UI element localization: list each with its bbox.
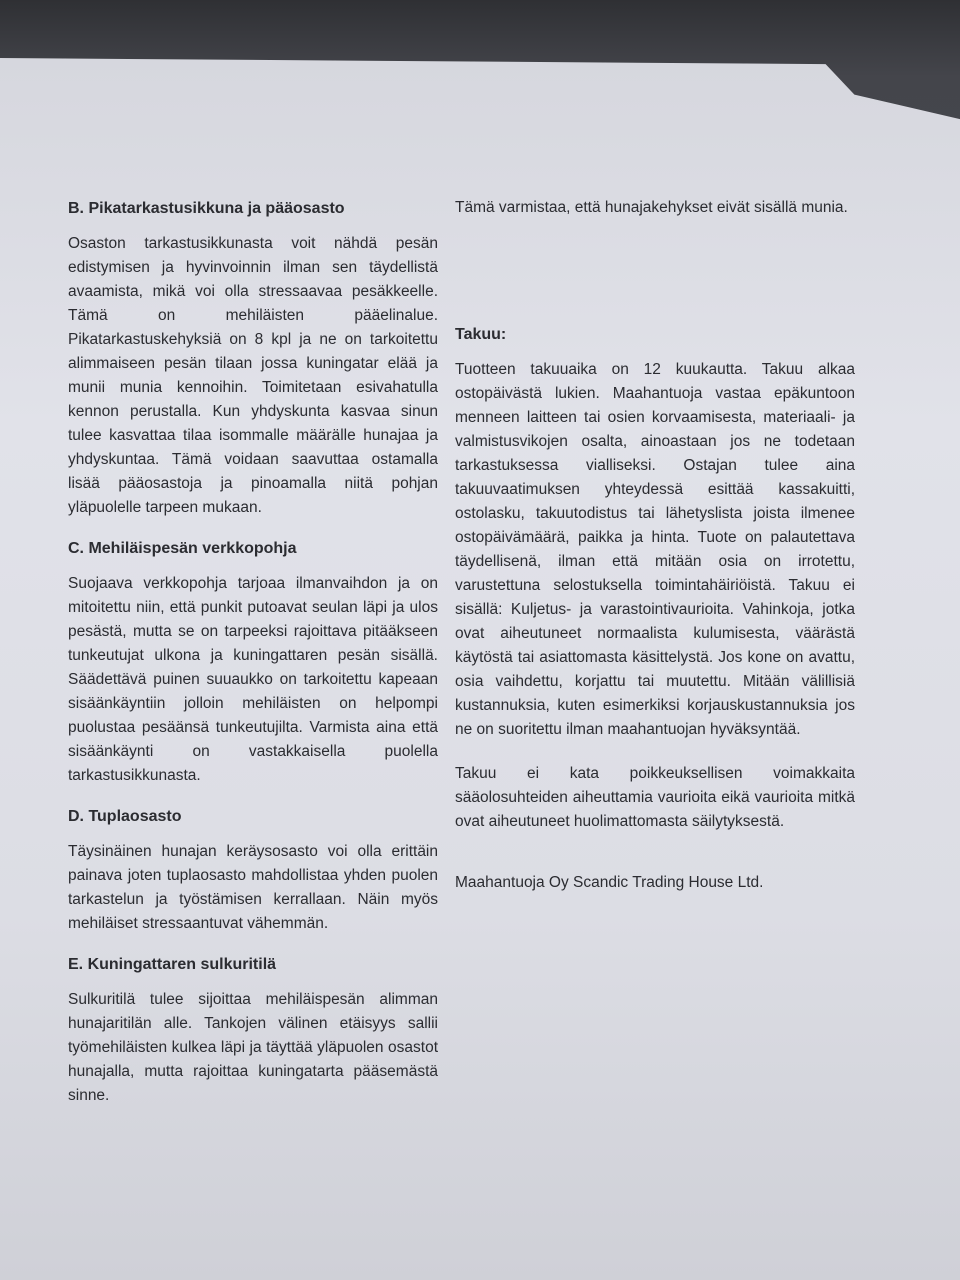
- right-column: [455, 196, 855, 892]
- warranty-heading: Takuu:: [455, 326, 507, 343]
- section-b-heading: B. Pikatarkastusikkuna ja pääosasto: [68, 200, 345, 217]
- warranty-text-1: Tuotteen takuuaika on 12 kuukautta. Takuu alkaa ostopäivästä lukien. Maahantuoja vastaa epäkuntoon menneen laitteen tai osien korvaamisesta, materiaali- ja valmistusvikojen osalta, ainoastaan jos ne todetaan tarkastuksessa vialliseksi. Ostajan tulee aina takuuvaatimuksen yhteydessä esittää kassakuitti, ostolasku, takuutodistus tai lähetyslista joista ilmenee ostopäivämäärä, paikka ja hinta. Tuote on palautettava täydellisenä, ilman että mitään osia on irrotettu, varustettuna selostuksella toimintahäiriöistä. Takuu ei sisällä: Kuljetus- ja varastointivaurioita. Vahinkoja, jotka ovat aiheutuneet normaalista kulumisesta, väärästä käytöstä tai asiattomasta käsittelystä. Jos kone on avattu, osia vaihdettu, korjattu tai muutettu. Mitään välillisiä kustannuksia, kuten esimerkiksi korjauskustannuksia jos ne on suoritettu ilman maahantuojan hyväksyntää.: [455, 361, 855, 738]
- continuation-text: Tämä varmistaa, että hunajakehykset eivät sisällä munia.: [455, 199, 848, 216]
- warranty-text-2: Takuu ei kata poikkeuksellisen voimakkaita sääolosuhteiden aiheuttamia vaurioita eikä vaurioita mitkä ovat aiheutuneet huolimattomasta säilytyksestä.: [455, 765, 855, 830]
- section-e-heading: E. Kuningattaren sulkuritilä: [68, 956, 277, 973]
- section-e-text: Sulkuritilä tulee sijoittaa mehiläispesän alimman hunajaritilän alle. Tankojen välinen etäisyys sallii työmehiläisten kulkea läpi ja täyttää yläpuolen osastot hunajalla, mutta rajoittaa kuningatarta pääsemästä sinne.: [68, 991, 438, 1104]
- section-d-heading: D. Tuplaosasto: [68, 808, 182, 825]
- section-b-text: Osaston tarkastusikkunasta voit nähdä pesän edistymisen ja hyvinvoinnin ilman sen täydellistä avaamista, mikä voi olla stressaavaa pesäkkeelle. Tämä on mehiläisten pääelinalue. Pikatarkastuskehyksiä on 8 kpl ja ne on tarkoitettu alimmaiseen pesän tilaan jossa kuningatar elää ja munii munia kennoihin. Toimitetaan esivahatulla kennon perustalla. Kun yhdyskunta kasvaa sinun tulee kasvattaa tilaa isommalle määrälle hunajaa ja yhdyskuntaa. Tämä voidaan saavuttaa ostamalla lisää pääosastoja ja pinoamalla niitä pohjan yläpuolelle tarpeen mukaan.: [68, 235, 438, 516]
- section-c-heading: C. Mehiläispesän verkkopohja: [68, 540, 297, 557]
- importer-signature: Maahantuoja Oy Scandic Trading House Ltd.: [455, 874, 764, 891]
- left-column: [68, 200, 438, 1128]
- spacer: [455, 240, 855, 326]
- section-d-text: Täysinäinen hunajan keräysosasto voi olla erittäin painava joten tuplaosasto mahdollistaa yhden puolen tarkastelun ja työstämisen kerrallaan. Näin myös mehiläiset stressaantuvat vähemmän.: [68, 843, 438, 932]
- section-c-text: Suojaava verkkopohja tarjoaa ilmanvaihdon ja on mitoitettu niin, että punkit putoavat seulan läpi ja ulos pesästä, mutta se on tarpeeksi rajoittava pitääkseen tunkeutujat ulkona ja kuningattaren pesän sisällä. Säädettävä puinen suuaukko on tarkoitettu kapeaan sisäänkäyntiin jolloin mehiläisten on helpompi puolustaa pesäänsä tunkeutujilta. Varmista aina että sisäänkäynti on vastakkaisella puolella tarkastusikkunasta.: [68, 575, 438, 784]
